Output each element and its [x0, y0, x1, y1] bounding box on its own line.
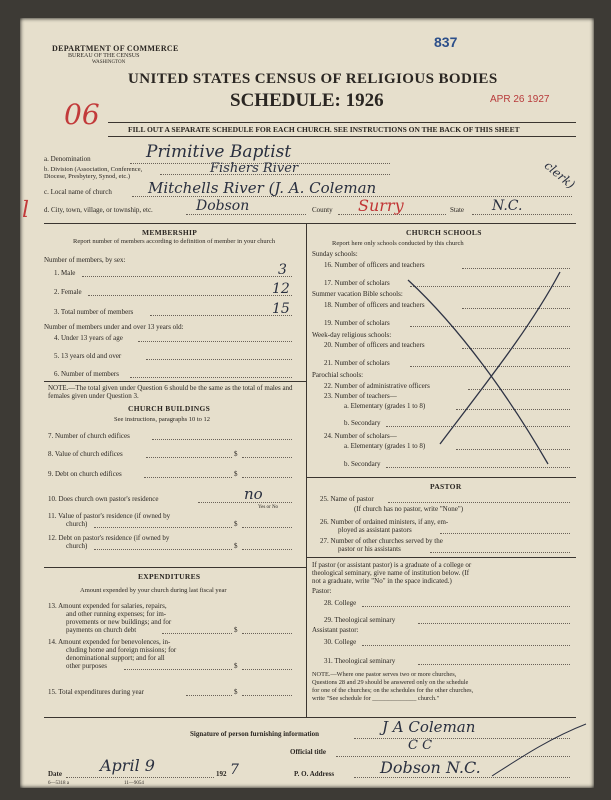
pastor-note-3: for one of the churches; on the schedules for the other churches, [312, 687, 474, 694]
q12-line [94, 549, 232, 550]
q27-line [430, 552, 570, 553]
instructions-banner: FILL OUT A SEPARATE SCHEDULE FOR EACH CHURCH. SEE INSTRUCTIONS ON THE BACK OF THIS SHEET [128, 125, 520, 134]
q16-label: 16. Number of officers and teachers [324, 261, 425, 269]
pastor-note-1: NOTE.—Where one pastor serves two or more churches, [312, 671, 457, 678]
local-name-label: c. Local name of church [44, 188, 112, 196]
q30-label: 30. College [324, 638, 357, 646]
q12-label-cont: church) [66, 542, 88, 550]
pastor-subhead: Pastor: [312, 587, 332, 595]
state-line [472, 214, 572, 215]
cross-out-mark [400, 268, 570, 478]
q15-amount-line [242, 695, 292, 696]
buildings-title: CHURCH BUILDINGS [128, 404, 211, 413]
q6-line [130, 377, 292, 378]
q24a-label: a. Elementary (grades 1 to 8) [344, 442, 426, 450]
q3-label: 3. Total number of members [54, 308, 134, 316]
q11-amount-line [242, 527, 292, 528]
date-line [66, 777, 214, 778]
q24-label: 24. Number of scholars— [324, 432, 397, 440]
city-field-label: d. City, town, village, or township, etc. [44, 206, 153, 214]
division-field[interactable]: Fishers River [210, 161, 299, 176]
grid-center-line [306, 223, 307, 717]
signature-field[interactable]: J A Coleman [382, 718, 476, 736]
address-field[interactable]: Dobson N.C. [380, 758, 481, 777]
county-field[interactable]: Surry [358, 196, 404, 215]
state-field[interactable]: N.C. [492, 198, 523, 214]
q14-line4: other purposes [66, 662, 108, 670]
q11-label: 11. Value of pastor's residence (if owned by [48, 512, 171, 520]
q6-label: 6. Number of members [54, 370, 119, 378]
bureau-label: BUREAU OF THE CENSUS [68, 53, 140, 59]
red-code-mark: 06 [64, 98, 100, 131]
q19-label: 19. Number of scholars [324, 319, 390, 327]
q15-label: 15. Total expenditures during year [48, 688, 144, 696]
q9-label: 9. Debt on church edifices [48, 470, 122, 478]
q14-line2: cluding home and foreign missions; for [66, 646, 177, 654]
q15-line [186, 695, 232, 696]
q2-label: 2. Female [54, 288, 82, 296]
city-line [186, 214, 306, 215]
q13-line3: provements or new buildings; and for [66, 618, 172, 626]
buildings-sub: See instructions, paragraphs 10 to 12 [114, 416, 211, 423]
q26-label-cont: ployed as assistant pastors [338, 526, 412, 534]
local-name-field[interactable]: Mitchells River (J. A. Coleman [148, 179, 377, 197]
q31-label: 31. Theological seminary [324, 657, 396, 665]
q13-amount-line [242, 633, 292, 634]
pastor-note-2: Questions 28 and 29 should be answered only on the schedule [312, 679, 469, 686]
buildings-divider [44, 567, 306, 568]
pastor-divider [306, 557, 576, 558]
q12-label: 12. Debt on pastor's residence (if owned by [48, 534, 170, 542]
q7-label: 7. Number of church edifices [48, 432, 130, 440]
rule-bottom [108, 136, 576, 137]
city-field[interactable]: Dobson [196, 198, 250, 214]
red-margin-mark: l [22, 198, 30, 223]
q14-line3: denominational support; and for all [66, 654, 165, 662]
membership-note: NOTE.—The total given under Question 6 should be the same as the total of males and females given under Question 3. [48, 384, 293, 400]
q31-line [418, 664, 570, 665]
q12-amount-line [242, 549, 292, 550]
q23a-label: a. Elementary (grades 1 to 8) [344, 402, 426, 410]
q1-line [82, 276, 292, 277]
members-by-sex-label: Number of members, by sex: [44, 256, 126, 264]
grid-top-line [44, 223, 576, 224]
q8-line [146, 457, 232, 458]
q25-line [388, 502, 570, 503]
date-field[interactable]: April 9 [100, 756, 155, 775]
grad-line2: theological seminary, give name of institution below. (If [312, 569, 470, 577]
q29-label: 29. Theological seminary [324, 616, 396, 624]
division-label: b. Division (Association, Conference, Diocese, Presbytery, Synod, etc.) [44, 166, 143, 180]
q9-amount-line [242, 477, 292, 478]
q12-dollar: $ [234, 542, 238, 550]
address-label: P. O. Address [294, 770, 335, 778]
q15-dollar: $ [234, 688, 238, 696]
q21-label: 21. Number of scholars [324, 359, 390, 367]
membership-divider [44, 381, 306, 382]
form-code: 6—5318 a [48, 781, 69, 786]
schools-sub: Report here only schools conducted by this church [332, 240, 464, 247]
grad-line3: not a graduate, write "No" in the space indicated.) [312, 577, 452, 585]
official-title-field[interactable]: C C [408, 738, 433, 753]
q5-line [146, 359, 292, 360]
q9-dollar: $ [234, 470, 238, 478]
q26-label: 26. Number of ordained ministers, if any, em- [320, 518, 449, 526]
q1-label: 1. Male [54, 269, 76, 277]
q11-line [94, 527, 232, 528]
serial-number: 837 [434, 34, 458, 50]
q27-label: 27. Number of other churches served by the [320, 537, 443, 545]
form-title: UNITED STATES CENSUS OF RELIGIOUS BODIES [128, 71, 498, 87]
q2-line [88, 295, 292, 296]
q18-label: 18. Number of officers and teachers [324, 301, 425, 309]
q28-line [362, 606, 570, 607]
q11-label-cont: church) [66, 520, 88, 528]
county-label: County [312, 206, 333, 214]
q29-line [418, 623, 570, 624]
form-code-2: 11—9054 [124, 781, 144, 786]
q10-yes-no: Yes or No [258, 505, 279, 510]
q17-label: 17. Number of scholars [324, 279, 390, 287]
year-field[interactable]: 7 [230, 762, 239, 778]
q13-line4: payments on church debt [66, 626, 137, 634]
q14-line [124, 669, 232, 670]
census-schedule-page [20, 18, 594, 788]
pastor-title: PASTOR [430, 482, 462, 491]
q14-amount-line [242, 669, 292, 670]
state-label: State [450, 206, 464, 214]
pastor-note-4: write "See schedule for ______________ church." [312, 695, 440, 702]
q2-field[interactable]: 12 [272, 281, 290, 297]
schedule-title: SCHEDULE: 1926 [230, 90, 384, 111]
schools-title: CHURCH SCHOOLS [406, 228, 482, 237]
q4-line [138, 341, 292, 342]
pen-stroke-mark [490, 718, 590, 778]
year-prefix: 192 [216, 770, 227, 778]
grad-line1: If pastor (or assistant pastor) is a graduate of a college or [312, 561, 472, 569]
denomination-label: a. Denomination [44, 155, 91, 163]
q10-label: 10. Does church own pastor's residence [48, 495, 159, 503]
q14-dollar: $ [234, 662, 238, 670]
q11-dollar: $ [234, 520, 238, 528]
parochial-label: Parochial schools: [312, 371, 364, 379]
q22-label: 22. Number of administrative officers [324, 382, 430, 390]
assistant-subhead: Assistant pastor: [312, 626, 359, 634]
weekday-label: Week-day religious schools: [312, 331, 392, 339]
q28-label: 28. College [324, 599, 357, 607]
q9-line [144, 477, 232, 478]
received-date-stamp: APR 26 1927 [490, 94, 550, 105]
local-name-extra: clerk) [541, 158, 578, 192]
q24b-label: b. Secondary [344, 460, 381, 468]
q13-dollar: $ [234, 626, 238, 634]
q13-line [162, 633, 232, 634]
q8-dollar: $ [234, 450, 238, 458]
expenditures-sub: Amount expended by your church during last fiscal year [80, 587, 227, 594]
q14-line1: 14. Amount expended for benevolences, in- [48, 638, 171, 646]
sunday-label: Sunday schools: [312, 250, 358, 258]
q10-field[interactable]: no [244, 485, 263, 503]
date-label: Date [48, 770, 62, 778]
rule-top [108, 122, 576, 123]
membership-title: MEMBERSHIP [142, 228, 198, 237]
q8-amount-line [242, 457, 292, 458]
q23-label: 23. Number of teachers— [324, 392, 397, 400]
q20-label: 20. Number of officers and teachers [324, 341, 425, 349]
q3-field[interactable]: 15 [272, 301, 290, 317]
q13-line1: 13. Amount expended for salaries, repairs, [48, 602, 167, 610]
denomination-field[interactable]: Primitive Baptist [146, 142, 292, 162]
q26-line [440, 533, 570, 534]
membership-intro: Report number of members according to definition of member in your church [73, 238, 275, 245]
q23b-label: b. Secondary [344, 419, 381, 427]
q5-label: 5. 13 years old and over [54, 352, 122, 360]
q1-field[interactable]: 3 [278, 262, 287, 278]
official-title-label: Official title [290, 748, 326, 756]
department-label: DEPARTMENT OF COMMERCE [52, 44, 179, 53]
q8-label: 8. Value of church edifices [48, 450, 123, 458]
q25-label: 25. Name of pastor [320, 495, 374, 503]
summer-label: Summer vacation Bible schools: [312, 290, 403, 298]
signature-label: Signature of person furnishing information [190, 730, 319, 738]
q13-line2: and other running expenses; for im- [66, 610, 167, 618]
expenditures-title: EXPENDITURES [138, 572, 201, 581]
q7-line [152, 439, 292, 440]
q4-label: 4. Under 13 years of age [54, 334, 123, 342]
q30-line [362, 645, 570, 646]
q27-label-cont: pastor or his assistants [338, 545, 401, 553]
q25-sub: (If church has no pastor, write "None") [354, 505, 464, 513]
age-head-label: Number of members under and over 13 years old: [44, 323, 184, 331]
q3-line [150, 315, 292, 316]
city-label: WASHINGTON [92, 60, 126, 65]
